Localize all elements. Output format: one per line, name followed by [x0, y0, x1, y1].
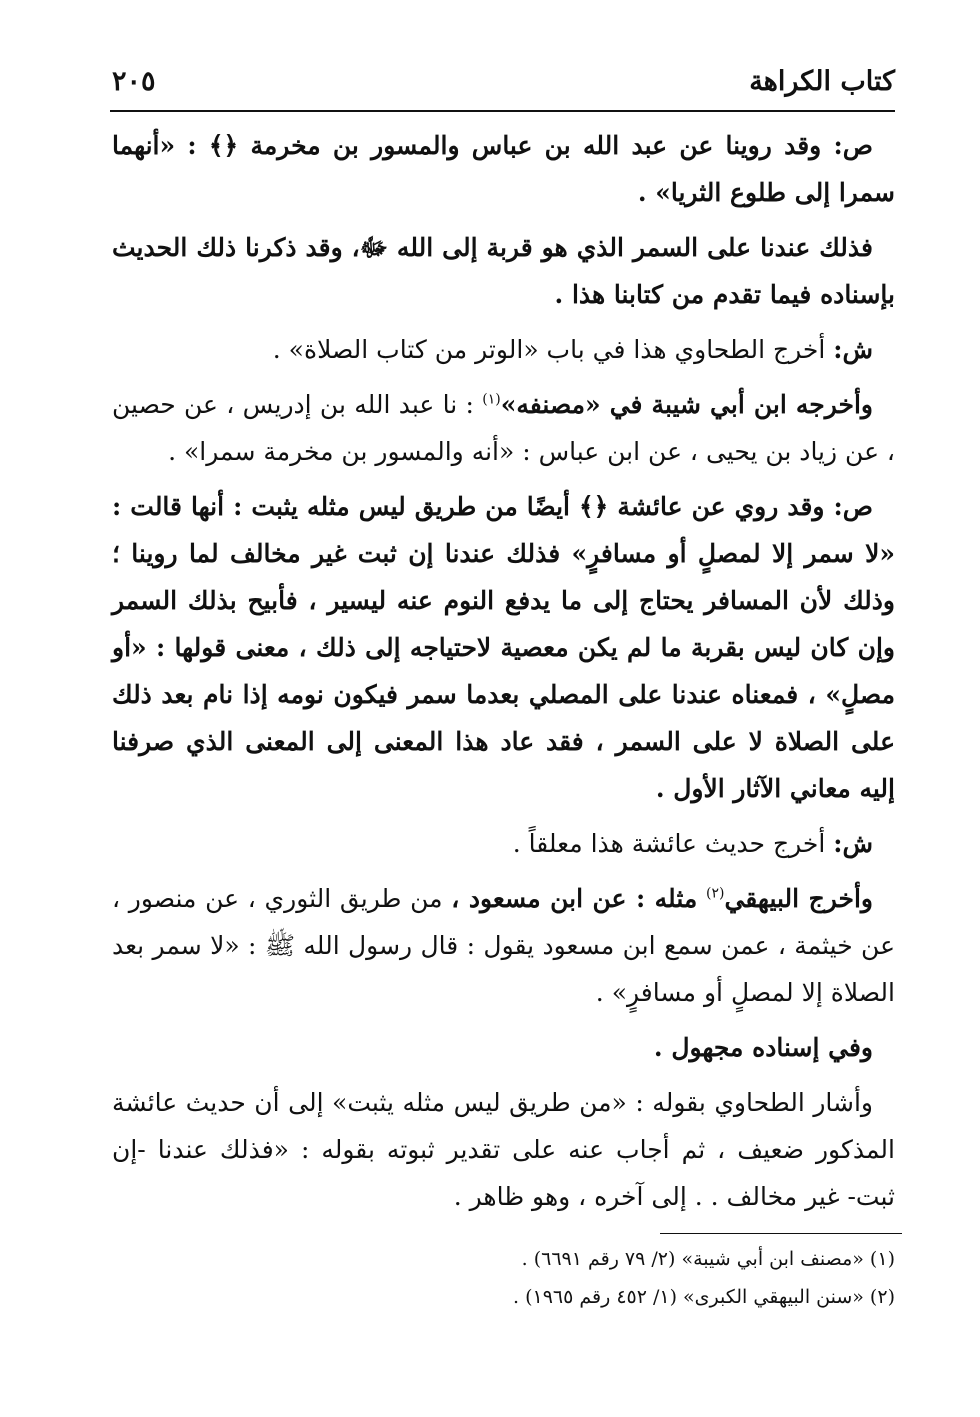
footnote-ref[interactable]: (٢): [705, 885, 725, 902]
chapter-title: كتاب الكراهة: [749, 65, 895, 97]
paragraph-8: [112, 1024, 895, 1071]
paragraph-text: وأشار الطحاوي بقوله : «من طريق ليس مثله يثبت» إلى أن حديث عائشة المذكور ضعيف ، ثم أجاب عنه على تقدير ثبوته بقوله : «فذلك عندنا -إن ثبت- غير مخالف . . إلى آخره ، وهو ظاهر .: [112, 1088, 895, 1211]
paragraph-text: وقد روينا عن عبد الله بن عباس والمسور بن مخرمة ﴿﴾ : «أنهما سمرا إلى طلوع الثريا» .: [112, 131, 895, 207]
footnote-ref[interactable]: (١): [482, 391, 501, 408]
page-header: [112, 58, 895, 104]
paragraph-label: ش:: [833, 829, 873, 858]
paragraph-bold-part: وأخرجه ابن أبي شيبة في «مصنفه»: [500, 390, 873, 419]
paragraph-label: ش:: [833, 335, 873, 364]
paragraph-label: ص:: [833, 492, 873, 521]
paragraph-bold-part: وأخرج البيهقي: [724, 884, 873, 913]
footnote-2: (٢) «سنن البيهقي الكبرى» (١/ ٤٥٢ رقم ١٩٦٥) .: [513, 1286, 895, 1308]
paragraph-text: من طريق الثوري ، عن منصور ، عن خيثمة ، عمن سمع ابن مسعود يقول : قال رسول الله ﷺ : «لا سمر بعد الصلاة إلا لمصلٍ أو مسافرٍ» .: [112, 884, 895, 1007]
paragraph-text: وقد روي عن عائشة ﴿﴾ أيضًا من طريق ليس مثله يثبت : أنها قالت : «لا سمر إلا لمصلٍ أو مسافرٍ» فذلك عندنا إن ثبت غير مخالف لما روينا ؛ وذلك لأن المسافر يحتاج إلى ما يدفع النوم عنه ليسير ، فأبيح بذلك السمر وإن كان ليس بقربة ما لم يكن معصية لاحتياجه إلى ذلك ، معنى قولها : «أو مصلٍ» ، فمعناه عندنا على المصلي بعدما سمر فيكون نومه إذا نام بعد ذلك على الصلاة لا على السمر ، فقد عاد هذا المعنى إلى المعنى الذي صرفنا إليه معاني الآثار الأول .: [112, 492, 895, 803]
paragraph-text: : نا عبد الله بن إدريس ، عن حصين ، عن زياد بن يحيى ، عن ابن عباس : «أنه والمسور بن مخرمة سمرا» .: [112, 390, 895, 466]
paragraph-text: أخرج الطحاوي هذا في باب «الوتر من كتاب الصلاة» .: [272, 335, 826, 364]
paragraph-9: [112, 1079, 895, 1220]
paragraph-6: [112, 820, 895, 867]
paragraph-2: [112, 224, 895, 318]
footnote-divider: [660, 1233, 902, 1234]
paragraph-text: وفي إسناده مجهول .: [653, 1033, 873, 1062]
header-divider: [110, 110, 895, 112]
paragraph-7: [112, 875, 895, 1016]
footnote-1: (١) «مصنف ابن أبي شيبة» (٢/ ٧٩ رقم ٦٦٩١) .: [521, 1248, 895, 1270]
paragraph-5: [112, 483, 895, 812]
paragraph-4: [112, 381, 895, 475]
paragraph-1: [112, 122, 895, 216]
paragraph-bold-part-2: مثله : عن ابن مسعود ،: [451, 884, 698, 913]
paragraph-text: فذلك عندنا على السمر الذي هو قربة إلى الله ﷻ، وقد ذكرنا ذلك الحديث بإسناده فيما تقدم من كتابنا هذا .: [112, 233, 895, 309]
footnotes: [112, 1240, 895, 1316]
main-text: [112, 122, 895, 1228]
paragraph-label: ص:: [833, 131, 873, 160]
paragraph-text: أخرج حديث عائشة هذا معلقاً .: [512, 829, 826, 858]
paragraph-3: [112, 326, 895, 373]
page-number: ٢٠٥: [112, 65, 156, 97]
